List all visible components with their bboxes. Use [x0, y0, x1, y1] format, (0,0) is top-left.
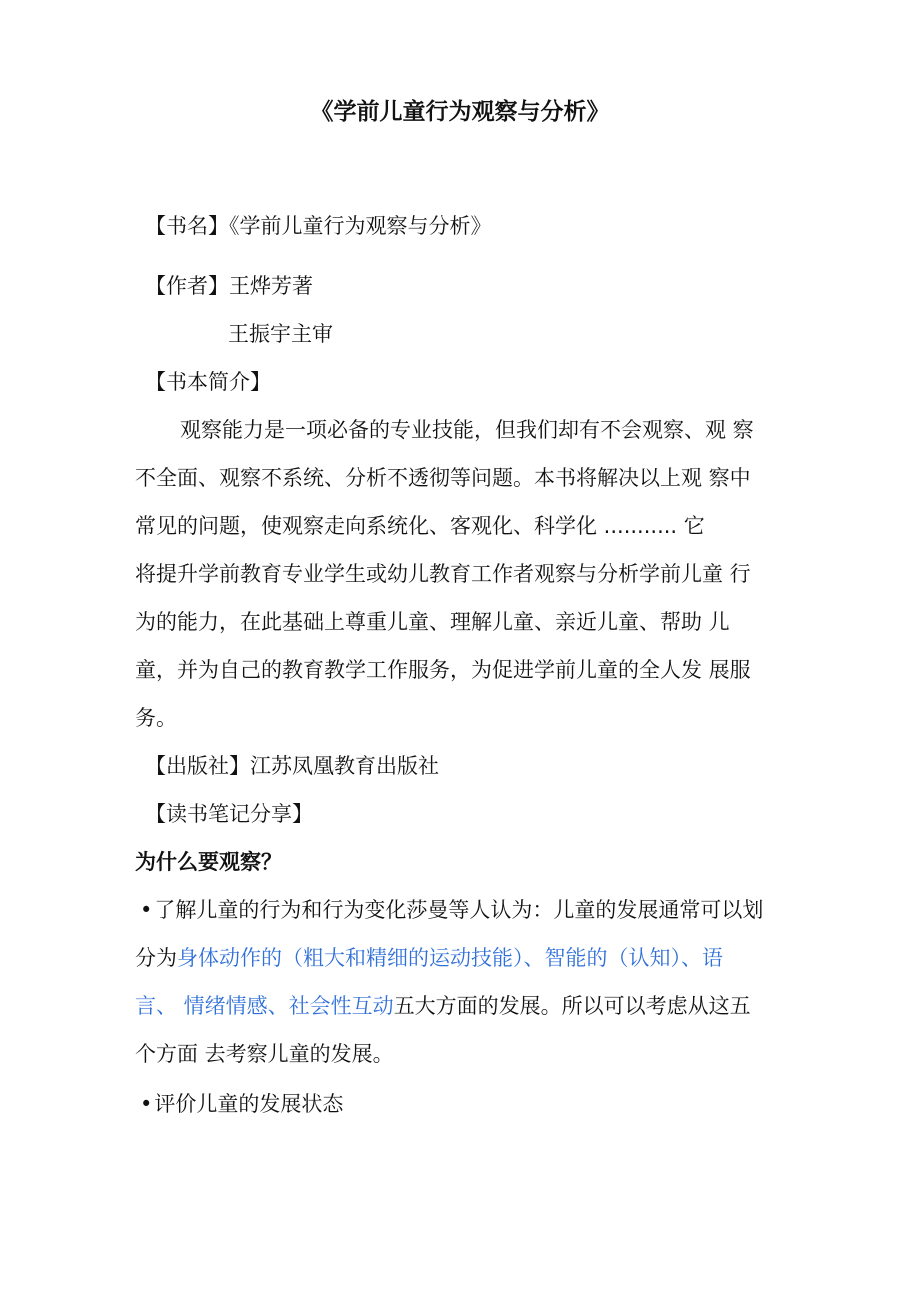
author-row — [145, 262, 313, 310]
bullet-1-text-1: 了解儿童的行为和行为变化莎曼等人认为：儿童的发展通常可以划 — [154, 898, 764, 922]
notes-label: 【读书笔记分享】 — [145, 802, 313, 826]
publisher-value: 江苏凤凰教育出版社 — [250, 754, 439, 778]
book-name-label: 【书名】 — [145, 214, 229, 238]
publisher-row — [145, 742, 439, 790]
document-title: 《学前儿童行为观察与分析》 — [310, 99, 610, 125]
intro-line-6: 童，并为自己的教育教学工作服务，为促进学前儿童的全人发 展服 — [135, 658, 751, 682]
bullet-1-suffix: 五大方面的发展。所以可以考虑从这五 — [393, 994, 751, 1018]
author-value: 王烨芳著 — [229, 274, 313, 298]
intro-line-4: 将提升学前教育专业学生或幼儿教育工作者观察与分析学前儿童 行 — [135, 562, 751, 586]
intro-line-2: 不全面、观察不系统、分析不透彻等问题。本书将解决以上观 察中 — [135, 466, 751, 490]
bullet-1-line-2 — [135, 934, 723, 982]
bullet-1-prefix: 分为 — [135, 946, 177, 970]
author-label: 【作者】 — [145, 274, 229, 298]
reviewer-row: 王振宇主审 — [228, 322, 333, 346]
bullet-1-highlight-1: 身体动作的（粗大和精细的运动技能）、智能的（认知）、语 — [177, 946, 723, 970]
book-name-row — [145, 202, 492, 250]
intro-label: 【书本简介】 — [145, 370, 271, 394]
bullet-dot: • — [140, 898, 153, 922]
section-heading: 为什么要观察？ — [135, 850, 282, 874]
book-name-value: 《学前儿童行为观察与分析》 — [229, 214, 492, 238]
intro-line-1: 观察能力是一项必备的专业技能，但我们却有不会观察、观 察 — [180, 418, 754, 442]
bullet-1-line-4: 个方面 去考察儿童的发展。 — [135, 1042, 394, 1066]
intro-line-3: 常见的问题，使观察走向系统化、客观化、科学化 ........... 它 — [135, 514, 705, 538]
intro-line-5: 为的能力，在此基础上尊重儿童、理解儿童、亲近儿童、帮助 儿 — [135, 610, 730, 634]
bullet-1-line-3 — [135, 982, 751, 1030]
bullet-dot: • — [140, 1092, 153, 1116]
bullet-1-highlight-2: 言、 情绪情感、社会性互动 — [135, 994, 394, 1018]
publisher-label: 【出版社】 — [145, 754, 250, 778]
intro-line-7: 务。 — [135, 706, 177, 730]
bullet-1-line-1 — [140, 886, 763, 934]
bullet-2-text: 评价儿童的发展状态 — [154, 1092, 344, 1116]
bullet-2 — [140, 1080, 343, 1128]
